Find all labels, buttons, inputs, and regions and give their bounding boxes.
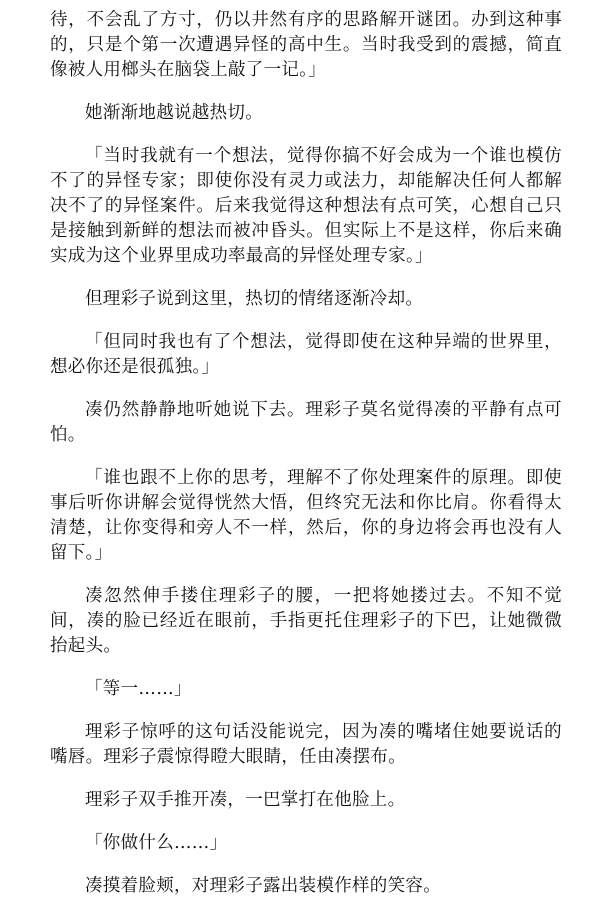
paragraph: 「你做什么……」 bbox=[85, 833, 228, 853]
paragraph: 凑仍然静静地听她说下去。理彩子莫名觉得凑的平静有点可怕。 bbox=[50, 400, 562, 445]
paragraph: 「等一……」 bbox=[85, 679, 192, 699]
paragraph: 「但同时我也有了个想法，觉得即使在这种异端的世界里，想必你还是很孤独。」 bbox=[50, 332, 562, 377]
paragraph: 凑忽然伸手搂住理彩子的腰，一把将她搂过去。不知不觉间，凑的脸已经近在眼前，手指更托住理彩子的下巴，让她微微抬起头。 bbox=[50, 586, 562, 656]
paragraph: 她渐渐地越说越热切。 bbox=[85, 103, 263, 123]
paragraph: 理彩子双手推开凑，一巴掌打在他脸上。 bbox=[85, 790, 406, 810]
paragraph: 凑摸着脸颊，对理彩子露出装模作样的笑容。 bbox=[85, 876, 441, 896]
novel-page bbox=[50, 8, 562, 917]
paragraph: 但理彩子说到这里，热切的情绪逐渐冷却。 bbox=[85, 289, 424, 309]
paragraph: 「当时我就有一个想法，觉得你搞不好会成为一个谁也模仿不了的异怪专家；即使你没有灵力或法力，却能解决任何人都解决不了的异怪案件。后来我觉得这种想法有点可笑，心想自己只是接触到新鲜的想法而被冲昏头。但实际上不是这样，你后来确实成为这个业界里成功率最高的异怪处理专家。」 bbox=[50, 146, 562, 266]
paragraph-continuation: 待，不会乱了方寸，仍以井然有序的思路解开谜团。办到这种事的，只是个第一次遭遇异怪的高中生。当时我受到的震撼，简直像被人用榔头在脑袋上敲了一记。」 bbox=[50, 10, 562, 80]
paragraph: 「谁也跟不上你的思考，理解不了你处理案件的原理。即使事后听你讲解会觉得恍然大悟，但终究无法和你比肩。你看得太清楚，让你变得和旁人不一样，然后，你的身边将会再也没有人留下。」 bbox=[50, 468, 562, 563]
paragraph: 理彩子惊呼的这句话没能说完，因为凑的嘴堵住她要说话的嘴唇。理彩子震惊得瞪大眼睛，任由凑摆布。 bbox=[50, 722, 562, 767]
